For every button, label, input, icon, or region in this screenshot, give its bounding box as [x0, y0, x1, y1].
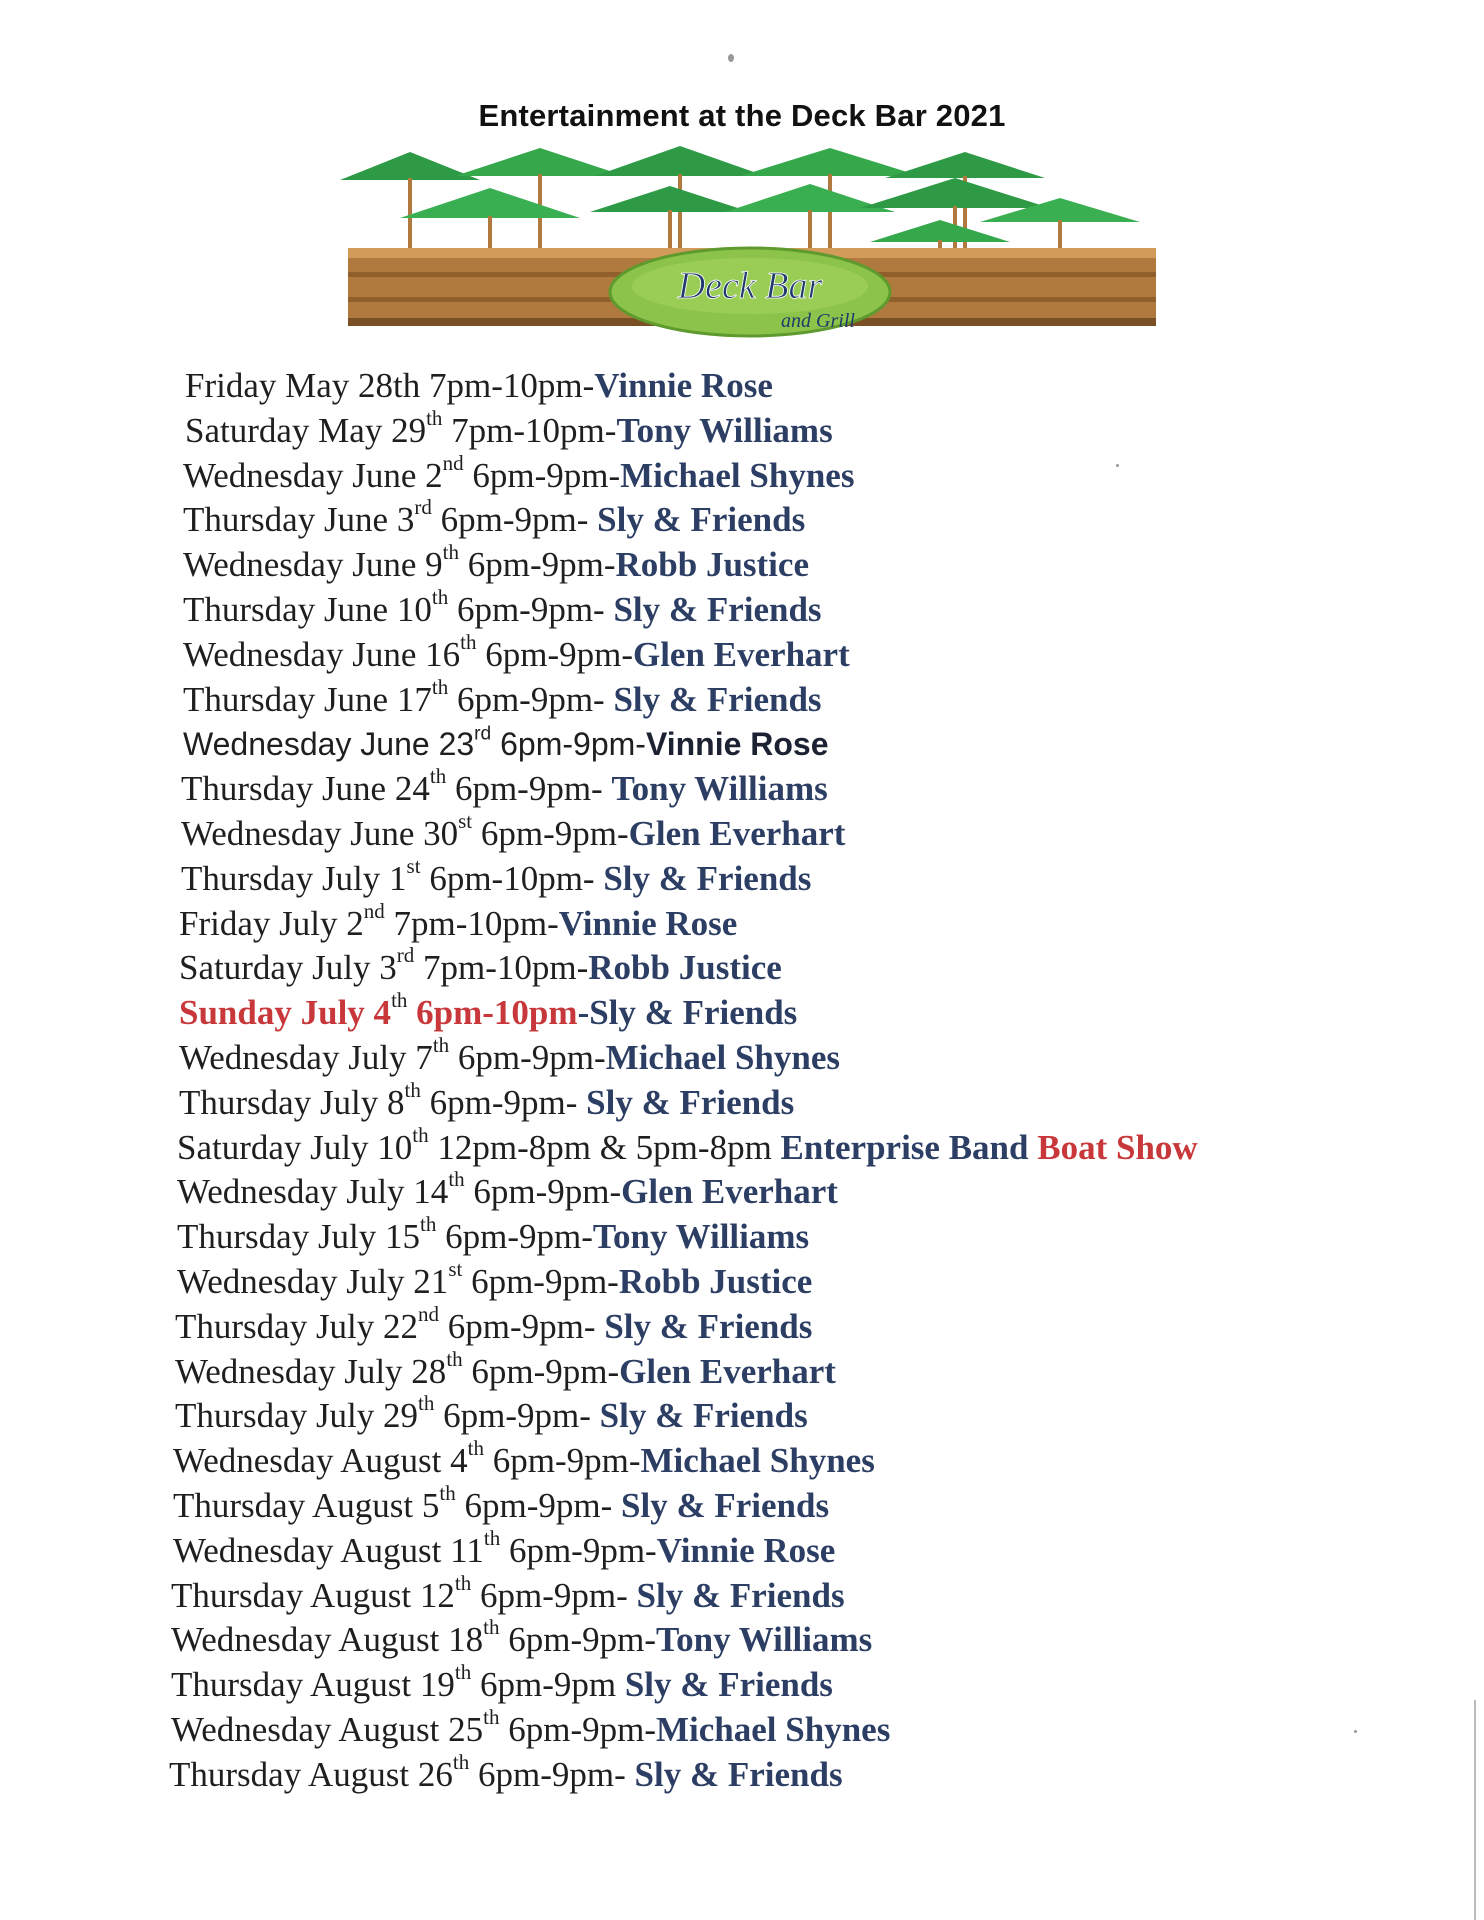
event-date: Thursday June 3 [183, 500, 415, 539]
date-ordinal-suffix: th [460, 630, 477, 655]
date-ordinal-suffix: th [448, 1167, 465, 1192]
event-date: Wednesday June 23 [183, 726, 475, 762]
date-ordinal-suffix: st [458, 809, 473, 834]
performer-name: Enterprise Band [780, 1128, 1038, 1167]
date-ordinal-suffix: th [391, 988, 408, 1013]
event-time: 6pm-9pm- [447, 1307, 605, 1346]
performer-name: Michael Shynes [656, 1710, 891, 1749]
event-date: Saturday July 3 [179, 948, 397, 987]
schedule-row [179, 988, 798, 1035]
event-date: Thursday June 17 [183, 680, 432, 719]
event-time: 6pm-9pm- [471, 1262, 619, 1301]
schedule-row [171, 1705, 891, 1752]
schedule-row [185, 364, 773, 408]
event-date: Saturday July 10 [177, 1128, 413, 1167]
event-time: 6pm-9pm- [457, 1038, 606, 1077]
event-date: Friday July 2 [179, 904, 364, 943]
event-date: Thursday June 24 [181, 769, 430, 808]
date-ordinal-suffix: th [454, 1571, 472, 1596]
schedule-row [183, 630, 850, 677]
event-date: Wednesday July 21 [177, 1262, 449, 1301]
event-time: 6pm-9pm- [454, 769, 612, 808]
performer-name: Michael Shynes [605, 1038, 840, 1077]
performer-name: Sly & Friends [636, 1576, 845, 1615]
schedule-row [171, 1660, 833, 1707]
performer-name: Sly & Friends [603, 859, 812, 898]
event-date: Thursday July 1 [181, 859, 407, 898]
date-ordinal-suffix: th [439, 1481, 456, 1506]
event-note: Boat Show [1037, 1128, 1198, 1167]
performer-name: Tony Williams [611, 769, 828, 808]
date-ordinal-suffix: nd [442, 451, 464, 476]
date-ordinal-suffix: th [483, 1526, 501, 1551]
performer-name: Tony Williams [592, 1217, 810, 1256]
performer-name: Glen Everhart [632, 635, 850, 674]
performer-name: Vinnie Rose [656, 1531, 836, 1570]
date-ordinal-suffix: th [454, 1660, 472, 1685]
performer-name: Glen Everhart [619, 1352, 836, 1391]
schedule-row [181, 809, 846, 856]
date-ordinal-suffix: th [404, 1078, 421, 1103]
event-time: 7pm-10pm- [393, 904, 559, 943]
logo-subtitle: and Grill [781, 310, 855, 332]
schedule-row [185, 406, 833, 453]
deck-bar-logo [340, 142, 1160, 342]
event-time: 6pm-10pm [416, 993, 578, 1032]
date-ordinal-suffix: th [426, 406, 443, 431]
schedule-row [171, 1571, 845, 1618]
date-ordinal-suffix: th [420, 1212, 437, 1237]
schedule-row [177, 1167, 838, 1214]
event-date: Wednesday July 28 [175, 1352, 447, 1391]
event-time: 6pm-9pm- [508, 1531, 657, 1570]
event-time: 6pm-9pm- [479, 1576, 637, 1615]
event-date: Wednesday August 11 [173, 1531, 484, 1570]
schedule-row [179, 1078, 795, 1125]
schedule-row [175, 1302, 813, 1349]
event-date: Thursday August 19 [171, 1665, 455, 1704]
performer-name: Sly & Friends [597, 500, 806, 539]
performer-name: Sly & Friends [613, 680, 822, 719]
event-date: Wednesday August 25 [171, 1710, 484, 1749]
date-ordinal-suffix: nd [363, 899, 385, 924]
event-date: Thursday August 5 [173, 1486, 440, 1525]
event-time: 6pm-9pm- [508, 1710, 657, 1749]
scan-speck [1354, 1730, 1357, 1733]
schedule-row [169, 1750, 843, 1797]
schedule-row [179, 943, 782, 990]
event-date: Sunday July 4 [179, 993, 392, 1032]
event-date: Saturday May 29 [185, 411, 427, 450]
performer-name: Sly & Friends [604, 1307, 813, 1346]
event-date: Wednesday June 16 [183, 635, 461, 674]
schedule-row [183, 585, 822, 632]
date-ordinal-suffix: th [442, 540, 459, 565]
event-date: Wednesday June 30 [181, 814, 459, 853]
performer-name: Sly & Friends [634, 1755, 843, 1794]
event-time: 7pm-10pm- [451, 411, 617, 450]
performer-name: Vinnie Rose [645, 726, 829, 762]
performer-name: Sly & Friends [599, 1396, 808, 1435]
event-time: 6pm-9pm- [473, 1172, 622, 1211]
event-date: Thursday July 8 [179, 1083, 405, 1122]
scan-edge [1474, 1700, 1476, 1920]
event-date: Thursday July 29 [175, 1396, 419, 1435]
event-time: 7pm-10pm- [423, 948, 589, 987]
date-ordinal-suffix: nd [418, 1302, 440, 1327]
event-time: 6pm-9pm- [443, 1396, 600, 1435]
event-time: 6pm-9pm [479, 1665, 625, 1704]
event-time: 6pm-9pm- [440, 500, 598, 539]
event-time: 6pm-9pm- [485, 635, 633, 674]
date-ordinal-suffix: th [418, 1391, 435, 1416]
event-time: 6pm-9pm- [492, 1441, 641, 1480]
event-time: 7pm-10pm- [429, 366, 595, 405]
event-date: Wednesday July 7 [179, 1038, 433, 1077]
page-title: Entertainment at the Deck Bar 2021 [478, 98, 1006, 133]
performer-name: Robb Justice [588, 948, 782, 987]
event-time: 12pm-8pm & 5pm-8pm [437, 1128, 781, 1167]
event-date: Wednesday June 9 [183, 545, 443, 584]
date-ordinal-suffix: th [431, 675, 449, 700]
schedule-row [173, 1526, 836, 1573]
performer-name: Sly & Friends [621, 1486, 830, 1525]
date-ordinal-suffix: rd [396, 943, 415, 968]
event-date: Thursday August 12 [171, 1576, 455, 1615]
performer-name: Robb Justice [615, 545, 809, 584]
event-time: 6pm-9pm- [477, 1755, 635, 1794]
performer-name: Sly & Friends [624, 1665, 833, 1704]
logo-title: Deck Bar [677, 265, 823, 307]
event-time: 6pm-9pm- [456, 590, 614, 629]
schedule-row [181, 854, 812, 901]
schedule-row [177, 1123, 1198, 1170]
performer-name: Glen Everhart [621, 1172, 838, 1211]
date-ordinal-suffix: th [432, 1033, 450, 1058]
performer-name: Vinnie Rose [594, 366, 773, 405]
event-date: Thursday July 22 [175, 1307, 419, 1346]
date-ordinal-suffix: rd [414, 495, 432, 520]
event-time: 6pm-9pm- [445, 1217, 593, 1256]
performer-name: Sly & Friends [613, 590, 822, 629]
performer-name: Robb Justice [618, 1262, 813, 1301]
schedule-row [183, 451, 855, 498]
date-ordinal-suffix: th [446, 1347, 463, 1372]
event-time: 6pm-9pm- [467, 545, 616, 584]
scan-speck [1116, 464, 1119, 467]
scan-speck [728, 54, 734, 62]
date-ordinal-suffix: th [483, 1615, 500, 1640]
schedule-row [173, 1436, 875, 1483]
event-time: 6pm-9pm- [472, 456, 621, 495]
event-date: Wednesday August 4 [173, 1441, 468, 1480]
event-time: 6pm-9pm- [429, 1083, 587, 1122]
event-date: Wednesday August 18 [171, 1620, 484, 1659]
date-ordinal-suffix: st [406, 854, 421, 879]
event-date: Friday May 28th [185, 366, 421, 405]
date-ordinal-suffix: th [429, 764, 447, 789]
schedule-row [183, 540, 809, 587]
event-date: Thursday July 15 [177, 1217, 421, 1256]
event-time: 6pm-9pm- [456, 680, 614, 719]
date-ordinal-suffix: th [452, 1750, 470, 1775]
event-time: 6pm-9pm- [500, 726, 646, 762]
date-ordinal-suffix: th [412, 1123, 429, 1148]
performer-name: Tony Williams [656, 1620, 873, 1659]
event-time: 6pm-10pm- [429, 859, 604, 898]
schedule-row [175, 1391, 808, 1438]
event-date: Wednesday July 14 [177, 1172, 449, 1211]
date-ordinal-suffix: th [431, 585, 449, 610]
performer-name: Sly & Friends [586, 1083, 795, 1122]
performer-name: Tony Williams [616, 411, 833, 450]
date-ordinal-suffix: th [483, 1705, 500, 1730]
schedule-row [173, 1481, 830, 1528]
event-time: 6pm-9pm- [471, 1352, 620, 1391]
schedule-row [181, 764, 828, 811]
schedule-row [175, 1347, 836, 1394]
performer-name: Vinnie Rose [558, 904, 738, 943]
schedule-row [171, 1615, 873, 1662]
schedule-row [183, 495, 806, 542]
event-time: 6pm-9pm- [480, 814, 629, 853]
schedule-row [179, 899, 738, 946]
date-ordinal-suffix: th [467, 1436, 484, 1461]
schedule-row [177, 1212, 810, 1259]
performer-name: Michael Shynes [640, 1441, 875, 1480]
event-date: Thursday June 10 [183, 590, 432, 629]
schedule-row [177, 1257, 813, 1304]
event-date: Thursday August 26 [169, 1755, 453, 1794]
schedule-row [183, 722, 829, 766]
event-time: 6pm-9pm- [464, 1486, 621, 1525]
event-time: 6pm-9pm- [508, 1620, 657, 1659]
date-ordinal-suffix: st [448, 1257, 463, 1282]
schedule-row [183, 675, 822, 722]
schedule-row [179, 1033, 840, 1080]
performer-name: Michael Shynes [620, 456, 855, 495]
date-ordinal-suffix: rd [474, 723, 492, 745]
event-date: Wednesday June 2 [183, 456, 443, 495]
performer-name: Glen Everhart [628, 814, 846, 853]
performer-name: -Sly & Friends [577, 993, 798, 1032]
